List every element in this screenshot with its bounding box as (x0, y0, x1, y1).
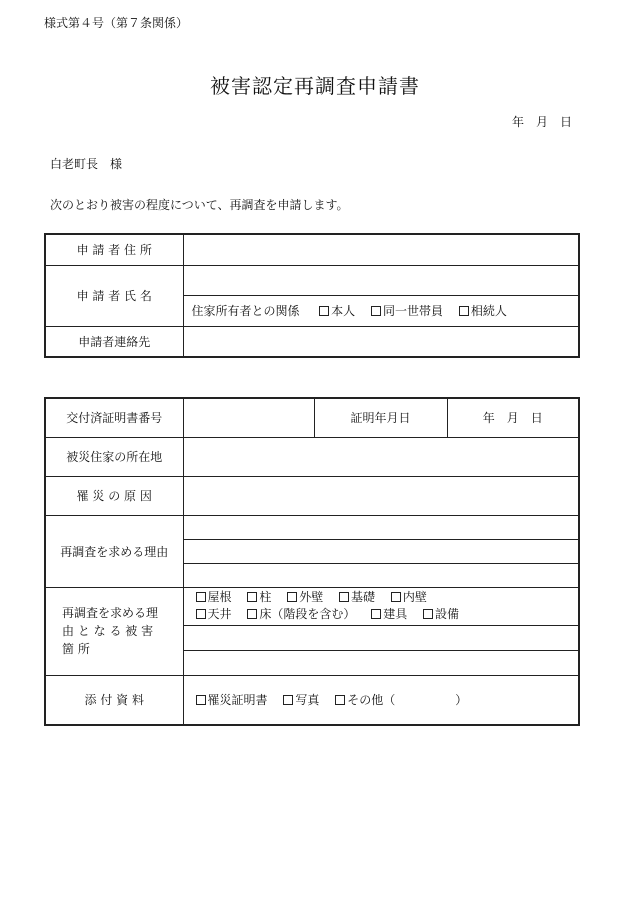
part-option-pillar[interactable] (247, 590, 271, 604)
parts-row-1 (196, 589, 579, 606)
checkbox-icon (283, 695, 293, 705)
part-option-label: 建具 (383, 607, 408, 621)
checkbox-icon (391, 592, 401, 602)
part-option-label: 天井 (207, 607, 232, 621)
damaged-parts-label-line: 由 と な る 被 害 (62, 624, 154, 638)
addressee: 白老町長 様 (50, 157, 123, 171)
intro-text: 次のとおり被害の程度について、再調査を申請します。 (50, 198, 349, 212)
relation-row (183, 295, 579, 326)
reason-line-3[interactable] (183, 563, 579, 587)
cause-label: 罹 災 の 原 因 (45, 476, 183, 515)
reason-line-1[interactable] (183, 515, 579, 539)
part-option-label: 設備 (435, 607, 460, 621)
cert-number-field[interactable] (183, 398, 314, 437)
part-option-equipment[interactable] (423, 607, 459, 621)
part-option-foundation[interactable] (339, 590, 375, 604)
contact-label: 申請者連絡先 (45, 326, 183, 357)
checkbox-icon (247, 592, 257, 602)
address-label: 申 請 者 住 所 (45, 234, 183, 265)
relation-option-label: 同一世帯員 (383, 304, 444, 318)
attachment-option-label: 罹災証明書 (207, 693, 268, 708)
relation-option-label: 本人 (331, 304, 356, 318)
details-table (44, 397, 580, 726)
relation-label: 住家所有者との関係 (191, 304, 300, 318)
checkbox-icon (319, 306, 329, 316)
checkbox-icon (339, 592, 349, 602)
name-label: 申 請 者 氏 名 (45, 265, 183, 326)
part-option-label: 柱 (259, 590, 272, 604)
cause-field[interactable] (183, 476, 579, 515)
damaged-parts-label-line: 再調査を求める理 (62, 606, 159, 620)
location-field[interactable] (183, 437, 579, 476)
parts-line-2[interactable] (183, 650, 579, 675)
checkbox-icon (196, 695, 206, 705)
part-option-label: 屋根 (207, 590, 232, 604)
checkbox-icon (196, 609, 206, 619)
part-option-ceiling[interactable] (196, 607, 232, 621)
part-option-roof[interactable] (196, 590, 232, 604)
part-option-exterior-wall[interactable] (287, 590, 323, 604)
attachments-options (183, 675, 579, 725)
form-number: 様式第４号（第７条関係） (44, 16, 189, 30)
part-option-label: 床（階段を含む） (259, 607, 356, 621)
part-option-label: 内壁 (402, 590, 427, 604)
attachment-option-certificate[interactable] (196, 693, 268, 707)
contact-field[interactable] (183, 326, 579, 357)
attachment-option-photo[interactable] (283, 693, 319, 707)
damaged-parts-label-line: 箇 所 (62, 642, 90, 656)
attachments-label: 添 付 資 料 (45, 675, 183, 725)
checkbox-icon (335, 695, 345, 705)
attachment-option-label: その他（ ） (347, 693, 468, 708)
part-option-interior-wall[interactable] (391, 590, 427, 604)
cert-date-field[interactable]: 年 月 日 (447, 398, 579, 437)
checkbox-icon (371, 306, 381, 316)
checkbox-icon (247, 609, 257, 619)
cert-number-label: 交付済証明書番号 (45, 398, 183, 437)
checkbox-icon (459, 306, 469, 316)
reason-label: 再調査を求める理由 (45, 515, 183, 587)
part-option-label: 外壁 (299, 590, 324, 604)
relation-option-self[interactable] (319, 304, 355, 318)
page-title: 被害認定再調査申請書 (210, 74, 420, 98)
parts-line-1[interactable] (183, 625, 579, 650)
attachment-option-other[interactable] (335, 693, 467, 707)
name-field[interactable] (183, 265, 579, 295)
address-field[interactable] (183, 234, 579, 265)
parts-row-2 (196, 606, 579, 623)
damaged-parts-checkboxes (183, 587, 579, 625)
damaged-parts-label (45, 587, 183, 675)
checkbox-icon (196, 592, 206, 602)
location-label: 被災住家の所在地 (45, 437, 183, 476)
part-option-fittings[interactable] (371, 607, 407, 621)
checkbox-icon (371, 609, 381, 619)
checkbox-icon (423, 609, 433, 619)
reason-line-2[interactable] (183, 539, 579, 563)
cert-date-label: 証明年月日 (314, 398, 447, 437)
part-option-label: 基礎 (351, 590, 376, 604)
relation-option-heir[interactable] (459, 304, 507, 318)
relation-option-label: 相続人 (470, 304, 507, 318)
date-line: 年 月 日 (511, 115, 572, 129)
attachment-option-label: 写真 (295, 693, 320, 708)
checkbox-icon (287, 592, 297, 602)
part-option-floor[interactable] (247, 607, 355, 621)
relation-option-household[interactable] (371, 304, 443, 318)
applicant-table (44, 233, 580, 358)
